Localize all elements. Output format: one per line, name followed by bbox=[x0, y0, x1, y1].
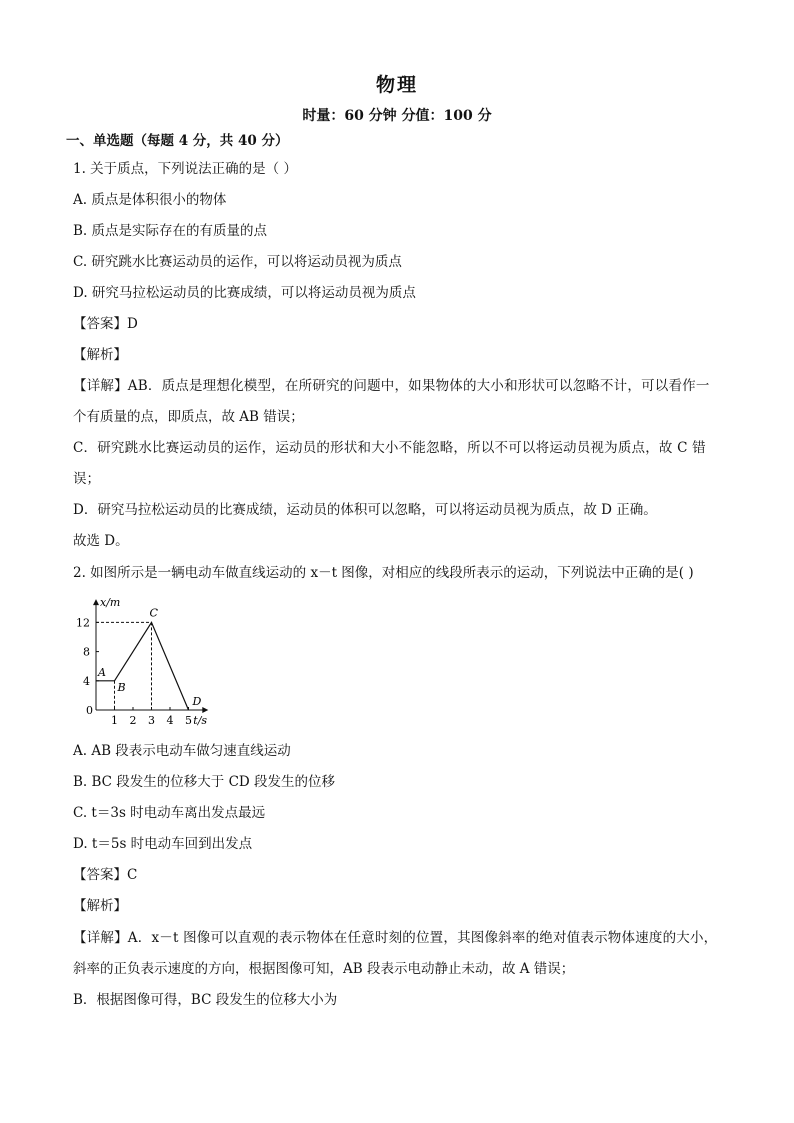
q1-detail-line: C．研究跳水比赛运动员的运作，运动员的形状和大小不能忽略，所以不可以将运动员视为质点，故 C 错 bbox=[73, 440, 706, 456]
q2-option-b: B. BC 段发生的位移大于 CD 段发生的位移 bbox=[73, 774, 336, 790]
x-tick-label: 4 bbox=[166, 714, 174, 727]
xt-graph bbox=[76, 590, 236, 730]
q1-detail-line: 【详解】AB．质点是理想化模型，在所研究的问题中，如果物体的大小和形状可以忽略不计，可以看作一 bbox=[73, 378, 710, 394]
q2-stem: 2. 如图所示是一辆电动车做直线运动的 x－t 图像，对相应的线段所表示的运动，下列说法中正确的是( ) bbox=[73, 565, 694, 581]
section-heading: 一、单选题（每题 4 分，共 40 分） bbox=[66, 133, 289, 149]
x-tick-label: 3 bbox=[148, 714, 155, 727]
q2-option-a: A. AB 段表示电动车做匀速直线运动 bbox=[73, 743, 291, 759]
point-label-a: A bbox=[98, 665, 106, 679]
q2-option-c: C. t＝3s 时电动车离出发点最远 bbox=[73, 805, 266, 821]
x-axis-arrow bbox=[202, 707, 208, 713]
point-label-c: C bbox=[149, 606, 158, 620]
q1-option-d: D. 研究马拉松运动员的比赛成绩，可以将运动员视为质点 bbox=[73, 285, 416, 301]
q2-answer: 【答案】C bbox=[73, 867, 138, 883]
x-tick-label: 2 bbox=[129, 714, 137, 727]
q1-stem: 1. 关于质点，下列说法正确的是（ ） bbox=[73, 161, 297, 177]
point-label-b: B bbox=[117, 680, 126, 694]
xt-series-line bbox=[96, 622, 189, 710]
y-tick-label: 8 bbox=[83, 645, 90, 659]
q1-option-c: C. 研究跳水比赛运动员的运作，可以将运动员视为质点 bbox=[73, 254, 402, 270]
point-label-d: D bbox=[192, 695, 202, 708]
y-tick-label: 4 bbox=[83, 674, 90, 688]
q2-analysis-label: 【解析】 bbox=[73, 898, 127, 914]
exam-meta: 时量：60 分钟 分值：100 分 bbox=[302, 108, 492, 124]
origin-label: 0 bbox=[86, 704, 93, 717]
q1-analysis-label: 【解析】 bbox=[73, 347, 127, 363]
x-axis-label: t/s bbox=[193, 714, 208, 727]
y-tick-label: 12 bbox=[76, 616, 90, 630]
q1-detail-line: 个有质量的点，即质点，故 AB 错误； bbox=[73, 409, 304, 425]
x-tick-label: 1 bbox=[111, 714, 118, 727]
y-axis-arrow bbox=[93, 599, 99, 605]
q1-detail-line: D．研究马拉松运动员的比赛成绩，运动员的体积可以忽略，可以将运动员视为质点，故 D 正确。 bbox=[73, 502, 657, 518]
y-axis-label: x/m bbox=[100, 596, 121, 610]
q1-detail-line: 误； bbox=[73, 471, 100, 487]
q2-detail-line: 【详解】A．x－t 图像可以直观的表示物体在任意时刻的位置，其图像斜率的绝对值表示物体速度的大小， bbox=[73, 930, 718, 946]
x-tick-label: 5 bbox=[185, 714, 192, 727]
q1-answer: 【答案】D bbox=[73, 316, 138, 332]
q1-option-b: B. 质点是实际存在的有质量的点 bbox=[73, 223, 268, 239]
q2-detail-line: 斜率的正负表示速度的方向，根据图像可知，AB 段表示电动静止未动，故 A 错误； bbox=[73, 961, 575, 977]
q1-option-a: A. 质点是体积很小的物体 bbox=[73, 192, 227, 208]
q2-detail-line: B．根据图像可得，BC 段发生的位移大小为 bbox=[73, 992, 338, 1008]
q2-option-d: D. t＝5s 时电动车回到出发点 bbox=[73, 836, 253, 852]
page-title: 物理 bbox=[375, 74, 418, 96]
q1-detail-line: 故选 D。 bbox=[73, 533, 129, 549]
